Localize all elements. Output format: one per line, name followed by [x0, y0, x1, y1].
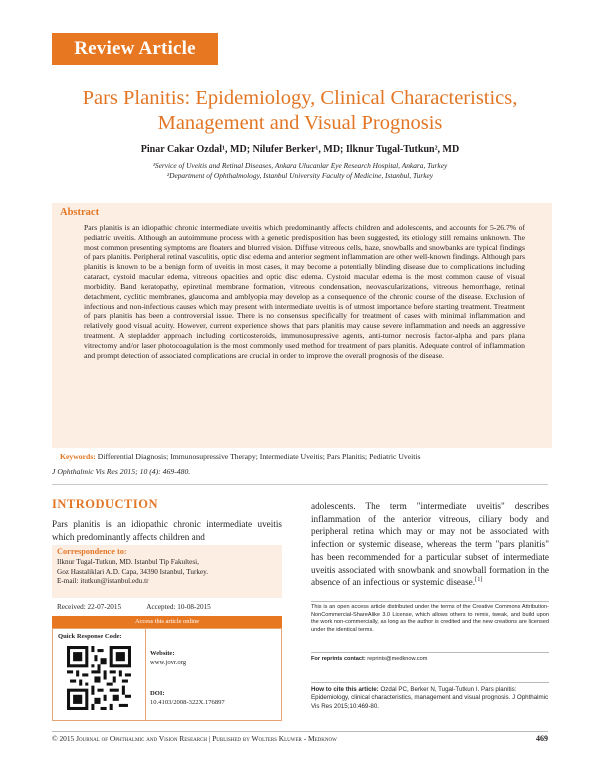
- article-title: [40, 86, 560, 136]
- oa-rule: [311, 601, 549, 602]
- keywords-label: Keywords:: [60, 452, 96, 461]
- correspondence-heading: Correspondence to:: [57, 547, 127, 556]
- keywords-text: Differential Diagnosis; Immunosupressive Therapy; Intermediate Uveitis; Pars Planitis; Pediatric Uveitis: [97, 452, 421, 461]
- how-to-cite: [311, 686, 549, 711]
- abstract-heading: Abstract: [60, 207, 100, 218]
- access-box-divider: [145, 628, 146, 721]
- correspondence-details: [57, 558, 279, 587]
- qr-code-icon[interactable]: [67, 646, 131, 710]
- reprints-label: For reprints contact:: [311, 656, 366, 662]
- introduction-left-text: Pars planitis is an idiopathic chronic intermediate uveitis which predominantly affects children and: [52, 519, 282, 542]
- introduction-right-body: adolescents. The term "intermediate uveitis" describes inflammation of the anterior vitreous, ciliary body and peripheral retina which may or may not be associated with infection or systemic disease, whereas the term "pars planitis" has been recommended for a particular subset of intermediate uveitis associated with snowbank and snowball formation in the absence of an infectious or systemic disease.: [311, 501, 549, 588]
- reprints-line: [311, 656, 427, 662]
- title-line-1: Pars Planitis: Epidemiology, Clinical Characteristics,: [82, 87, 518, 109]
- correspondence-line-2: Goz Hastaliklari A.D. Capa, 34390 Istanbul, Turkey.: [57, 567, 209, 576]
- page-number: 469: [536, 734, 548, 743]
- accepted-label: Accepted:: [146, 603, 176, 611]
- abstract-text: Pars planitis is an idiopathic chronic intermediate uveitis which predominantly affects children and adolescents, and accounts for 5-26.7% of pediatric uveitis. Although an autoimmune process with a genetic predisposition has been suggested, its etiology still remains unknown. The most common presenting symptoms are floaters and blurred vision. Diffuse vitreous cells, haze, snowballs and snowbanks are typical findings of pars planitis. Peripheral retinal vasculitis, optic disc edema and anterior segment inflammation are other well-known findings. Although pars planitis is known to be a benign form of uveitis in most cases, it may become a potentially blinding disease due to complications including cataract, cystoid macular edema, vitreous opacities and optic disc edema. Cystoid macular edema is the most common cause of visual morbidity. Band keratopathy, epiretinal membrane formation, vitreous condensation, neovascularizations, vitreous hemorrhage, retinal detachment, cyclitic membranes, glaucoma and amblyopia may develop as a consequence of the chronic course of the disease. Exclusion of infectious and non-infectious causes which may present with intermediate uveitis is of utmost importance before starting treatment. Treatment of pars planitis has been a controversial issue. There is no consensus specifically for treatment of cases with minimal inflammation and relatively good visual acuity. However, current experience shows that pars planitis may cause severe inflammation and needs an aggressive treatment. A stepladder approach including corticosteroids, immunosupressive agents, anti-tumor necrosis factor-alpha and pars plana vitrectomy and/or laser photocoagulation is the most commonly used method for treatment of pars planitis. Adequate control of inflammation and prompt detection of associated complications are crucial in order to improve the overall prognosis of the disease.: [84, 223, 525, 360]
- website-link[interactable]: www.jovr.org: [150, 659, 187, 666]
- accepted-date: 10-08-2015: [177, 603, 211, 611]
- section-divider: [52, 484, 548, 485]
- correspondence-email[interactable]: E-mail: itutkun@istanbul.edu.tr: [57, 577, 149, 586]
- author-list: Pinar Cakar Ozdal¹, MD; Nilufer Berker¹, MD; Ilknur Tugal-Tutkun², MD: [140, 144, 460, 155]
- article-dates: [57, 603, 282, 611]
- article-type-badge: Review Article: [52, 33, 218, 65]
- introduction-right-text: [311, 500, 549, 589]
- affiliation-2: ²Department of Ophthalmology, Istanbul University Faculty of Medicine, Istanbul, Turkey: [166, 171, 434, 180]
- access-online-bar: Access this article online: [52, 616, 282, 628]
- journal-citation: J Ophthalmic Vis Res 2015; 10 (4): 469-480.: [52, 467, 191, 476]
- website-label: Website:: [150, 650, 175, 657]
- footer-rule: [52, 731, 548, 732]
- doi-link[interactable]: 10.4103/2008-322X.176897: [150, 699, 225, 706]
- doi-label: DOI:: [150, 690, 165, 697]
- footer-copyright: © 2015 Journal of Ophthalmic and Vision Research | Published by Wolters Kluwer - Medknow: [52, 734, 337, 743]
- received-label: Received:: [57, 603, 86, 611]
- affiliation-1: ¹Service of Uveitis and Retinal Diseases, Ankara Ulucanlar Eye Research Hospital, Ankara, Turkey: [152, 161, 448, 170]
- received-date: 22-07-2015: [87, 603, 122, 611]
- how-to-cite-text: Ozdal PC, Berker N, Tugal-Tutkun I. Pars planitis: Epidemiology, clinical characteristics, management and visual prognosis. J Ophthalmic Vis Res 2015;10:469-80.: [311, 686, 549, 710]
- reprints-rule: [311, 652, 549, 653]
- how-to-cite-label: How to cite this article:: [311, 686, 379, 693]
- keywords-line: [60, 452, 560, 461]
- reference-1[interactable]: [1]: [475, 576, 483, 584]
- title-line-2: Management and Visual Prognosis: [157, 112, 443, 134]
- cite-rule: [311, 682, 549, 683]
- open-access-note: This is an open access article distributed under the terms of the Creative Commons Attribution-NonCommercial-ShareAlike 3.0 License, which allows others to remix, tweak, and build upon the work non-commercially, as long as the author is credited and the new creations are licensed under the identical terms.: [311, 604, 549, 633]
- correspondence-line-1: Ilknur Tugal-Tutkun, MD. Istanbul Tip Fakultesi,: [57, 558, 199, 566]
- reprints-email[interactable]: reprints@medknow.com: [367, 656, 428, 662]
- qr-label: Quick Response Code:: [58, 633, 122, 640]
- introduction-heading: INTRODUCTION: [52, 497, 159, 511]
